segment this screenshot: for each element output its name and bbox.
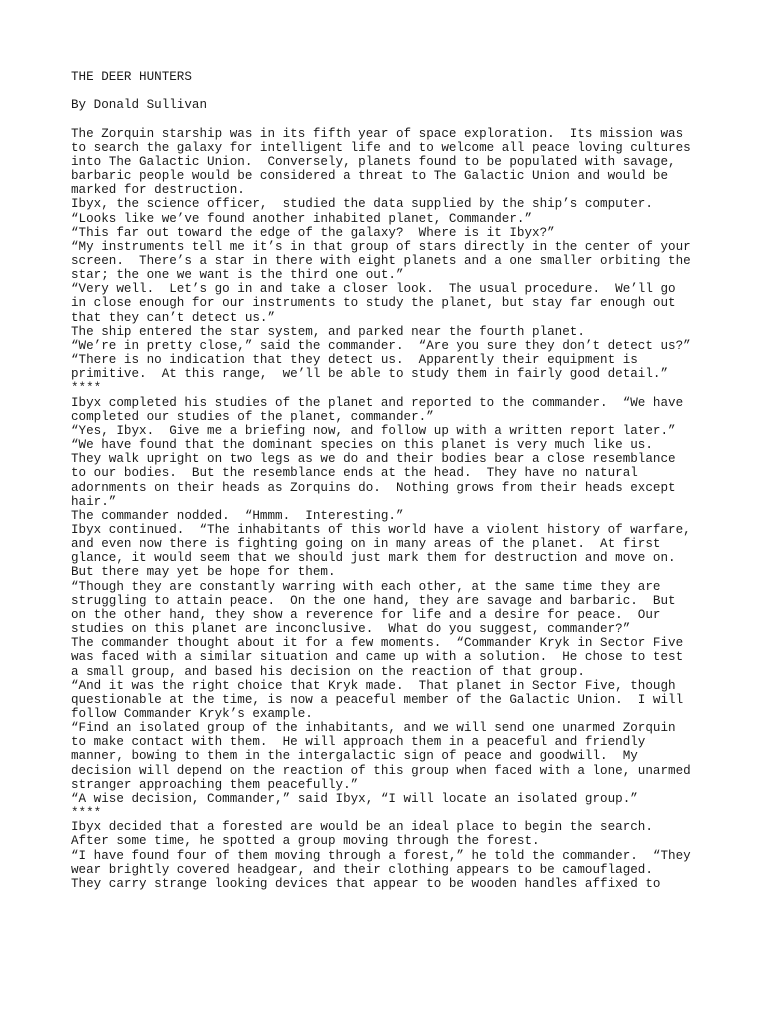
text-line: Ibyx, the science officer, studied the data supplied by the ship’s computer. bbox=[71, 197, 653, 212]
paragraph bbox=[71, 523, 711, 580]
paragraph bbox=[71, 438, 711, 509]
text-line: hair.” bbox=[71, 494, 117, 509]
text-line: Ibyx completed his studies of the planet and reported to the commander. “We have bbox=[71, 395, 684, 410]
paragraph bbox=[71, 580, 711, 637]
text-line: “I have found four of them moving through a forest,” he told the commander. “They bbox=[71, 848, 691, 863]
paragraph bbox=[71, 820, 711, 848]
text-line: “My instruments tell me it’s in that group of stars directly in the center of your bbox=[71, 239, 691, 254]
text-line: in close enough for our instruments to study the planet, but stay far enough out bbox=[71, 296, 676, 311]
text-line: completed our studies of the planet, commander.” bbox=[71, 409, 434, 424]
paragraph bbox=[71, 127, 711, 198]
text-line: **** bbox=[71, 806, 102, 821]
paragraph bbox=[71, 325, 711, 339]
text-line: They walk upright on two legs as we do and their bodies bear a close resemblance bbox=[71, 452, 676, 467]
text-line: struggling to attain peace. On the one hand, they are savage and barbaric. But bbox=[71, 593, 676, 608]
text-line: star; the one we want is the third one out.” bbox=[71, 268, 404, 283]
text-line: “We have found that the dominant species on this planet is very much like us. bbox=[71, 438, 653, 453]
paragraph bbox=[71, 353, 711, 381]
text-line: “This far out toward the edge of the galaxy? Where is it Ibyx?” bbox=[71, 225, 555, 240]
document-title: THE DEER HUNTERS bbox=[71, 70, 192, 84]
text-line: The commander nodded. “Hmmm. Interesting.” bbox=[71, 508, 404, 523]
document-page bbox=[71, 70, 711, 891]
text-line: was faced with a similar situation and came up with a solution. He chose to test bbox=[71, 650, 684, 665]
text-line: But there may yet be hope for them. bbox=[71, 565, 336, 580]
text-line: “Yes, Ibyx. Give me a briefing now, and follow up with a written report later.” bbox=[71, 423, 676, 438]
text-line: Ibyx decided that a forested are would be an ideal place to begin the search. bbox=[71, 820, 653, 835]
paragraph bbox=[71, 240, 711, 282]
paragraph bbox=[71, 792, 711, 806]
text-line: to search the galaxy for intelligent life and to welcome all peace loving cultures bbox=[71, 140, 691, 155]
paragraph bbox=[71, 636, 711, 678]
text-line: “There is no indication that they detect us. Apparently their equipment is bbox=[71, 353, 638, 368]
text-line: “We’re in pretty close,” said the commander. “Are you sure they don’t detect us?” bbox=[71, 338, 691, 353]
text-line: The Zorquin starship was in its fifth year of space exploration. Its mission was bbox=[71, 126, 684, 141]
text-line: wear brightly covered headgear, and their clothing appears to be camouflaged. bbox=[71, 862, 653, 877]
text-line: After some time, he spotted a group moving through the forest. bbox=[71, 834, 540, 849]
text-line: screen. There’s a star in there with eight planets and a one smaller orbiting the bbox=[71, 254, 691, 268]
paragraph bbox=[71, 509, 711, 523]
text-line: adornments on their heads as Zorquins do. Nothing grows from their heads except bbox=[71, 480, 676, 495]
text-line: into The Galactic Union. Conversely, planets found to be populated with savage, bbox=[71, 154, 676, 169]
paragraph bbox=[71, 679, 711, 721]
text-line: “And it was the right choice that Kryk made. That planet in Sector Five, though bbox=[71, 678, 676, 693]
text-line: They carry strange looking devices that appear to be wooden handles affixed to bbox=[71, 876, 661, 891]
text-line: The ship entered the star system, and parked near the fourth planet. bbox=[71, 324, 585, 339]
text-line: marked for destruction. bbox=[71, 183, 245, 198]
text-line: glance, it would seem that we should just mark them for destruction and move on. bbox=[71, 551, 676, 566]
text-line: “A wise decision, Commander,” said Ibyx, “I will locate an isolated group.” bbox=[71, 791, 638, 806]
text-line: Ibyx continued. “The inhabitants of this world have a violent history of warfare, bbox=[71, 522, 691, 537]
text-line: to make contact with them. He will approach them in a peaceful and friendly bbox=[71, 735, 646, 750]
text-line: “Looks like we’ve found another inhabited planet, Commander.” bbox=[71, 211, 533, 226]
paragraph bbox=[71, 806, 711, 820]
paragraph bbox=[71, 212, 711, 226]
text-line: The commander thought about it for a few moments. “Commander Kryk in Sector Five bbox=[71, 636, 684, 651]
paragraph bbox=[71, 381, 711, 395]
text-line: questionable at the time, is now a peaceful member of the Galactic Union. I will bbox=[71, 692, 684, 707]
text-line: stranger approaching them peacefully.” bbox=[71, 777, 359, 792]
paragraph bbox=[71, 339, 711, 353]
text-line: “Very well. Let’s go in and take a closer look. The usual procedure. We’ll go bbox=[71, 282, 676, 297]
text-line: a small group, and based his decision on the reaction of that group. bbox=[71, 664, 585, 679]
text-line: that they can’t detect us.” bbox=[71, 310, 276, 325]
text-line: **** bbox=[71, 381, 102, 396]
paragraph bbox=[71, 849, 711, 891]
text-line: barbaric people would be considered a threat to The Galactic Union and would be bbox=[71, 169, 669, 184]
document-body bbox=[71, 127, 711, 891]
spacer bbox=[71, 112, 711, 126]
text-line: “Though they are constantly warring with each other, at the same time they are bbox=[71, 579, 661, 594]
paragraph bbox=[71, 424, 711, 438]
paragraph bbox=[71, 197, 711, 211]
text-line: and even now there is fighting going on in many areas of the planet. At first bbox=[71, 537, 661, 552]
text-line: decision will depend on the reaction of this group when faced with a lone, unarmed bbox=[71, 763, 691, 778]
text-line: follow Commander Kryk’s example. bbox=[71, 707, 313, 721]
text-line: to our bodies. But the resemblance ends at the head. They have no natural bbox=[71, 466, 638, 481]
text-line: “Find an isolated group of the inhabitants, and we will send one unarmed Zorquin bbox=[71, 721, 676, 736]
spacer bbox=[71, 84, 711, 98]
paragraph bbox=[71, 721, 711, 792]
text-line: studies on this planet are inconclusive. What do you suggest, commander?” bbox=[71, 622, 631, 637]
paragraph bbox=[71, 396, 711, 424]
text-line: on the other hand, they show a reverence for life and a desire for peace. Our bbox=[71, 607, 661, 622]
paragraph bbox=[71, 282, 711, 324]
text-line: primitive. At this range, we’ll be able to study them in fairly good detail.” bbox=[71, 367, 669, 382]
text-line: manner, bowing to them in the intergalactic sign of peace and goodwill. My bbox=[71, 749, 638, 764]
paragraph bbox=[71, 226, 711, 240]
document-byline: By Donald Sullivan bbox=[71, 98, 208, 113]
